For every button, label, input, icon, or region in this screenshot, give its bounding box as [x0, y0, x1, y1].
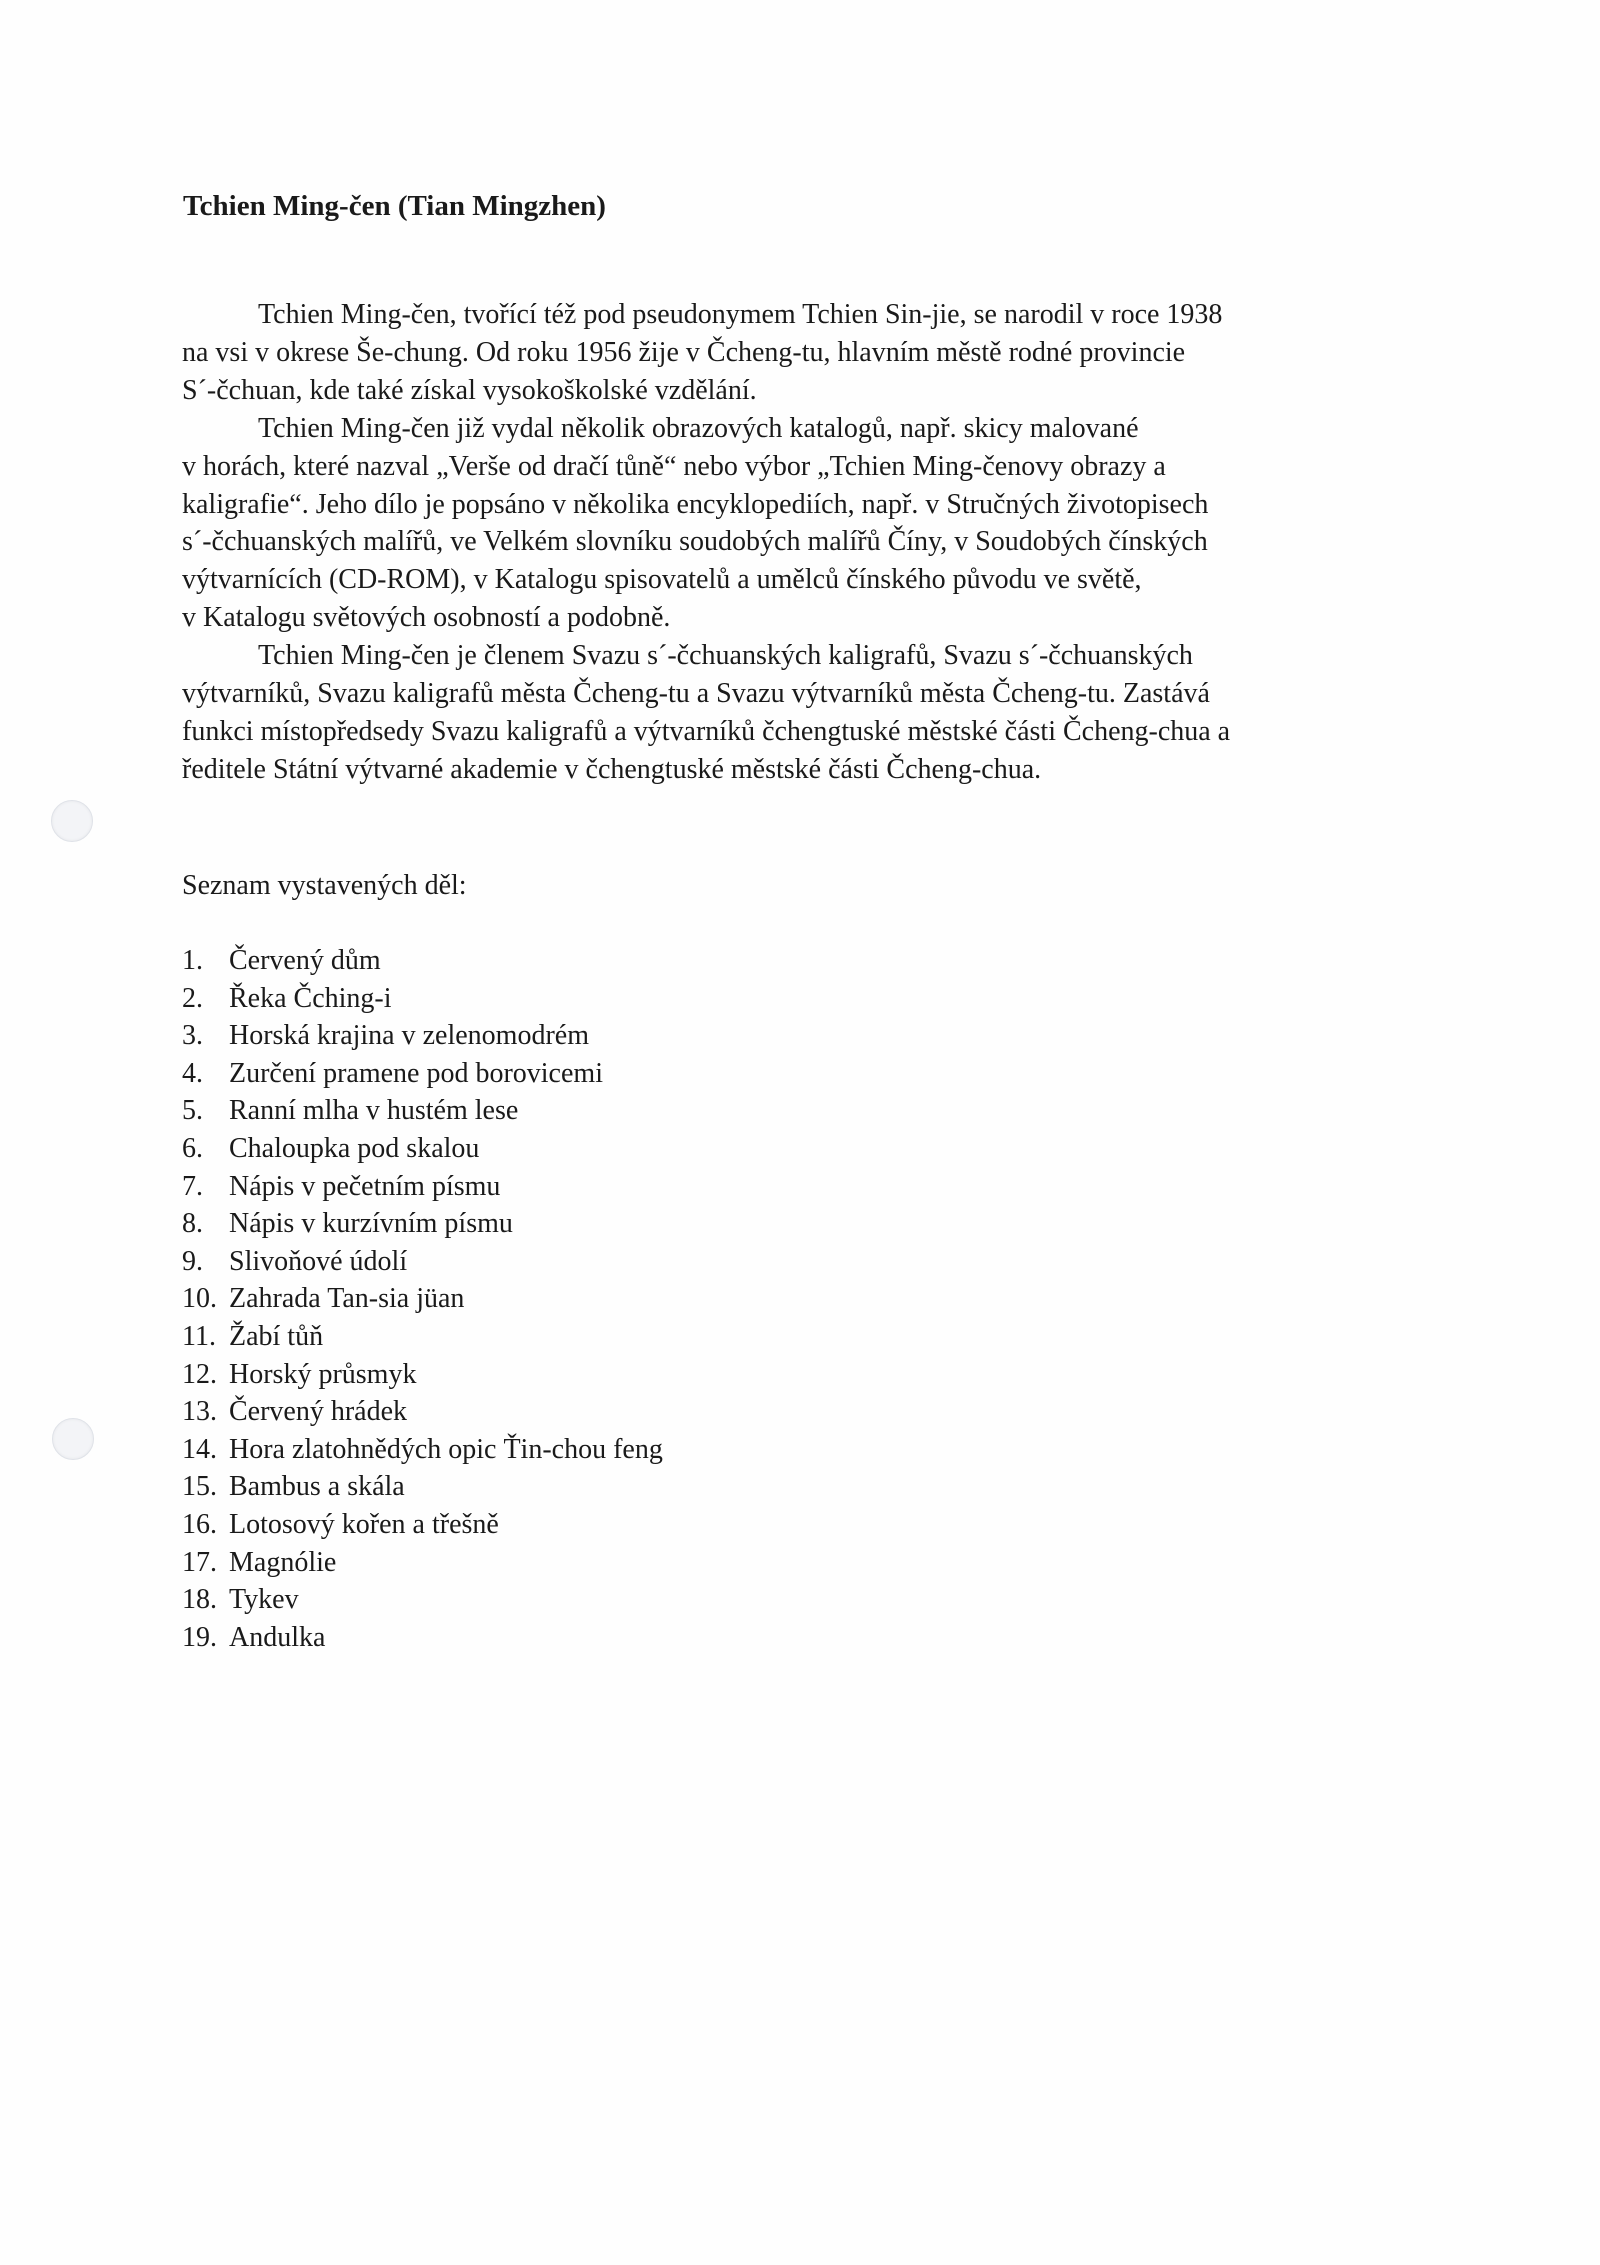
paragraph-line: Tchien Ming-čen je členem Svazu s´-čchuanských kaligrafů, Svazu s´-čchuanských	[258, 640, 1193, 672]
list-item-title: Horský průsmyk	[229, 1358, 417, 1390]
list-item	[182, 1055, 663, 1093]
list-item-title: Zahrada Tan-sia jüan	[229, 1283, 465, 1315]
page-title: Tchien Ming-čen (Tian Mingzhen)	[183, 190, 606, 222]
list-item	[182, 1168, 663, 1206]
list-item	[182, 1619, 663, 1657]
list-item-number: 13.	[182, 1396, 217, 1428]
list-item	[182, 1506, 663, 1544]
list-item-title: Ranní mlha v hustém lese	[229, 1095, 519, 1127]
list-item-title: Nápis v pečetním písmu	[229, 1170, 501, 1202]
list-item-number: 15.	[182, 1471, 217, 1503]
list-item-title: Bambus a skála	[229, 1471, 405, 1503]
list-item	[182, 1017, 663, 1055]
list-item-title: Řeka Čching-i	[229, 982, 392, 1014]
list-item-title: Slivoňové údolí	[229, 1245, 408, 1277]
list-item	[182, 980, 663, 1018]
paragraph-line: na vsi v okrese Še-chung. Od roku 1956 žije v Čcheng-tu, hlavním městě rodné provincie	[182, 336, 1186, 368]
list-item-title: Andulka	[229, 1621, 326, 1653]
punch-hole-bottom	[52, 1418, 94, 1460]
list-item-title: Červený hrádek	[229, 1396, 408, 1428]
list-item-number: 19.	[182, 1621, 217, 1653]
paragraph-line: výtvarnících (CD-ROM), v Katalogu spisovatelů a umělců čínského původu ve světě,	[182, 564, 1142, 596]
list-item-number: 10.	[182, 1283, 217, 1315]
list-item-title: Magnólie	[229, 1546, 337, 1578]
list-item	[182, 1544, 663, 1582]
paragraph-line: ředitele Státní výtvarné akademie v čchengtuské městské části Čcheng-chua.	[182, 753, 1042, 785]
list-item-number: 14.	[182, 1433, 217, 1465]
paragraph-memberships	[182, 637, 1422, 789]
biography-text	[182, 296, 1422, 789]
list-item-number: 7.	[182, 1170, 203, 1202]
list-item	[182, 1468, 663, 1506]
list-item	[182, 1205, 663, 1243]
paragraph-line: kaligrafie“. Jeho dílo je popsáno v několika encyklopediích, např. v Stručných životopisech	[182, 488, 1209, 520]
list-item-number: 6.	[182, 1132, 203, 1164]
list-item	[182, 1318, 663, 1356]
paragraph-line: v horách, které nazval „Verše od dračí tůně“ nebo výbor „Tchien Ming-čenovy obrazy a	[182, 450, 1166, 482]
list-item-number: 3.	[182, 1020, 203, 1052]
list-item-title: Horská krajina v zelenomodrém	[229, 1020, 589, 1052]
paragraph-line: S´-čchuan, kde také získal vysokoškolské vzdělání.	[182, 374, 757, 406]
paragraph-line: s´-čchuanských malířů, ve Velkém slovníku soudobých malířů Číny, v Soudobých čínských	[182, 526, 1208, 558]
list-item-number: 5.	[182, 1095, 203, 1127]
list-item	[182, 1130, 663, 1168]
punch-hole-top	[51, 800, 93, 842]
list-item	[182, 1243, 663, 1281]
paragraph-line: funkci místopředsedy Svazu kaligrafů a výtvarníků čchengtuské městské části Čcheng-chua a	[182, 715, 1231, 747]
list-item-number: 4.	[182, 1057, 203, 1089]
list-item-title: Zurčení pramene pod borovicemi	[229, 1057, 603, 1089]
paragraph-line: Tchien Ming-čen již vydal několik obrazových katalogů, např. skicy malované	[258, 412, 1139, 444]
list-item-number: 11.	[182, 1320, 216, 1352]
list-item	[182, 1431, 663, 1469]
paragraph-line: výtvarníků, Svazu kaligrafů města Čcheng-tu a Svazu výtvarníků města Čcheng-tu. Zastává	[182, 678, 1210, 710]
list-item-title: Hora zlatohnědých opic Ťin-chou feng	[229, 1433, 663, 1465]
list-item-title: Lotosový kořen a třešně	[229, 1508, 499, 1540]
list-item-number: 12.	[182, 1358, 217, 1390]
list-item	[182, 1581, 663, 1619]
list-item	[182, 1092, 663, 1130]
list-item	[182, 1280, 663, 1318]
list-item-title: Nápis v kurzívním písmu	[229, 1208, 513, 1240]
list-item-title: Červený dům	[229, 945, 381, 976]
works-list	[182, 942, 663, 1656]
list-item	[182, 1393, 663, 1431]
paragraph-birth	[182, 296, 1422, 410]
paragraph-line: Tchien Ming-čen, tvořící též pod pseudonymem Tchien Sin-jie, se narodil v roce 1938	[258, 299, 1223, 330]
list-item-title: Tykev	[229, 1584, 299, 1616]
list-item-title: Chaloupka pod skalou	[229, 1132, 480, 1164]
list-item-number: 9.	[182, 1245, 203, 1277]
works-list-heading: Seznam vystavených děl:	[182, 870, 467, 901]
list-item-title: Žabí tůň	[229, 1320, 324, 1352]
paragraph-catalogues	[182, 410, 1422, 637]
list-item-number: 2.	[182, 982, 203, 1014]
list-item-number: 16.	[182, 1508, 217, 1540]
list-item	[182, 1356, 663, 1394]
list-item	[182, 942, 663, 980]
list-item-number: 17.	[182, 1546, 217, 1578]
list-item-number: 18.	[182, 1584, 217, 1616]
paragraph-line: v Katalogu světových osobností a podobně.	[182, 602, 671, 634]
list-item-number: 1.	[182, 945, 203, 976]
list-item-number: 8.	[182, 1208, 203, 1240]
